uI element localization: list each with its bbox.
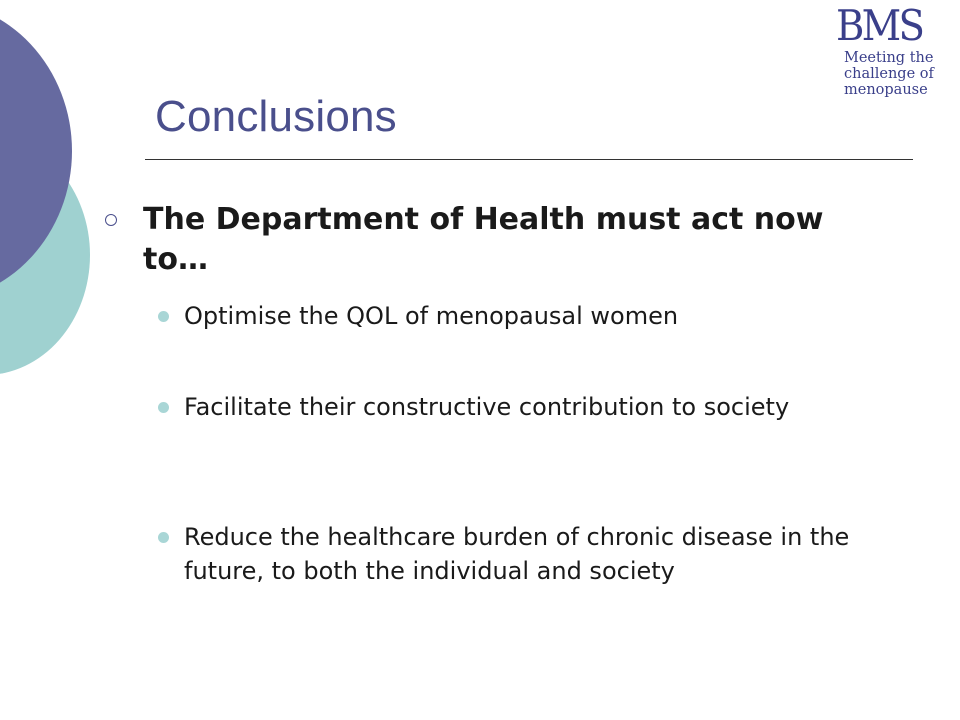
logo-tagline-line: Meeting the xyxy=(844,50,934,66)
dot-bullet-icon xyxy=(158,402,169,413)
main-bullet-text: The Department of Health must act now to… xyxy=(143,202,824,277)
sub-bullet xyxy=(158,390,888,424)
sub-bullet-text: Facilitate their constructive contribution to society xyxy=(184,393,790,421)
title-divider xyxy=(145,159,913,160)
sub-bullet-text: Optimise the QOL of menopausal women xyxy=(184,302,679,330)
slide-title: Conclusions xyxy=(155,92,397,141)
sub-bullet xyxy=(158,299,888,333)
logo-mark: BMS xyxy=(836,1,923,50)
sub-bullet-text: Reduce the healthcare burden of chronic disease in the future, to both the individual and society xyxy=(184,523,850,585)
main-bullet xyxy=(105,200,885,280)
bms-logo xyxy=(836,1,960,114)
sub-bullet xyxy=(158,520,888,588)
dot-bullet-icon xyxy=(158,532,169,543)
logo-tagline-line: challenge of xyxy=(844,66,934,82)
logo-tagline-line: menopause xyxy=(844,82,928,98)
logo-tagline xyxy=(844,50,960,98)
dot-bullet-icon xyxy=(158,311,169,322)
hollow-circle-bullet-icon xyxy=(105,214,117,226)
